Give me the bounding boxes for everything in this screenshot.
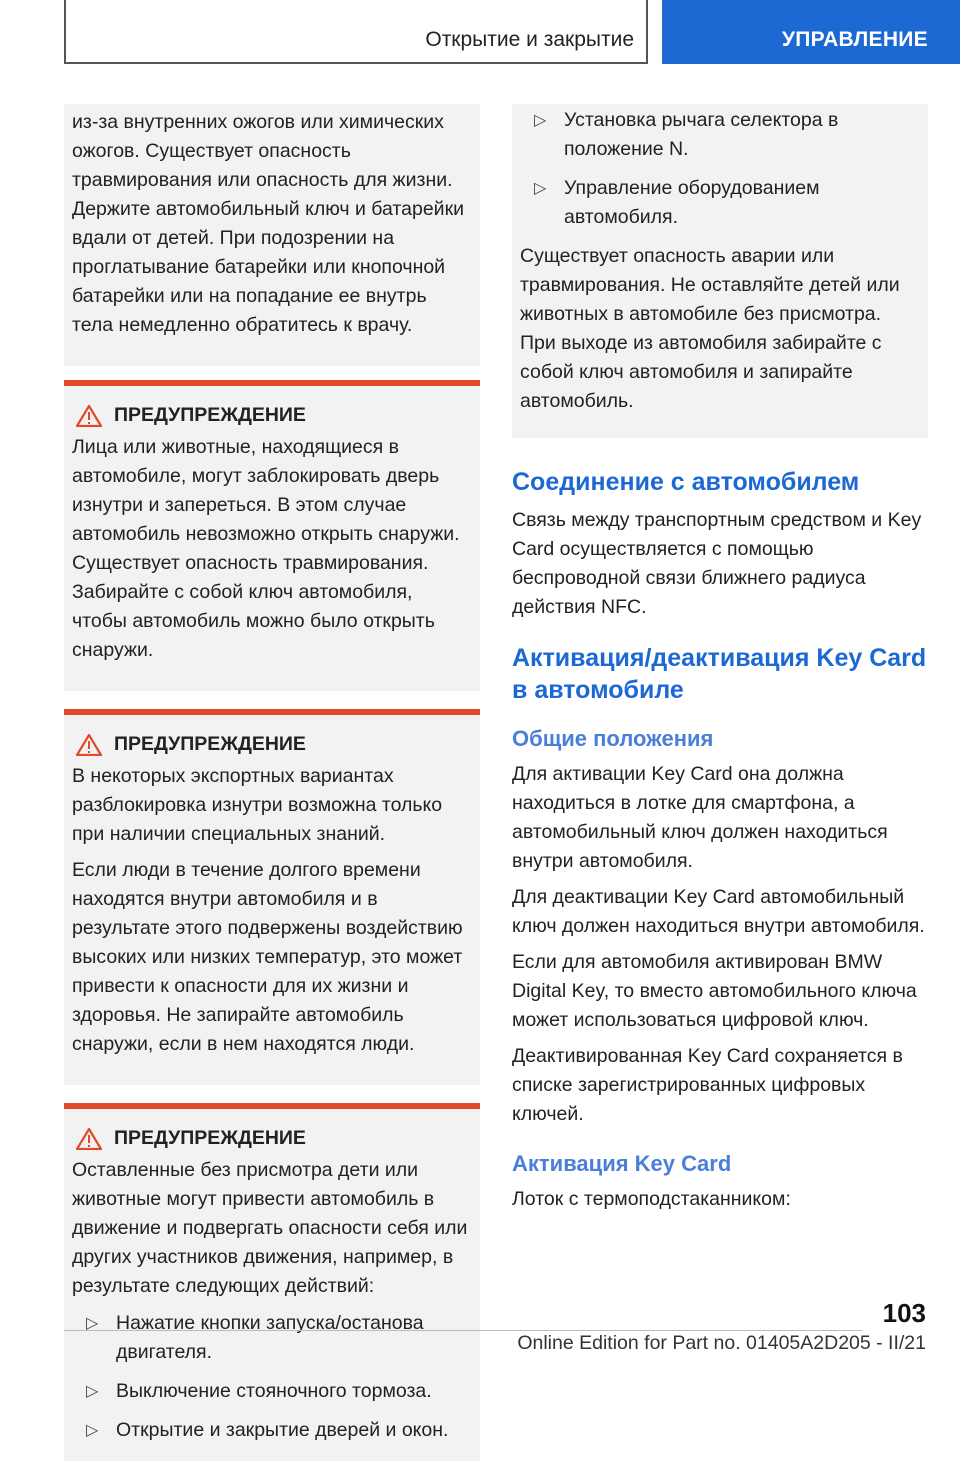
general-paragraph: Для деактивации Key Card автомобильный ключ должен находиться внутри автомобиля. <box>512 886 925 937</box>
warning-triangle-icon <box>76 734 102 756</box>
warning-text: В некоторых экспортных вариантах разблокировка изнутри возможна только при наличии специальных знаний. <box>72 765 443 845</box>
warning-triangle-icon <box>76 405 102 427</box>
footer-divider <box>64 1330 862 1331</box>
triangle-bullet-icon: ▷ <box>86 1422 99 1439</box>
warning-triangle-icon <box>76 1128 102 1150</box>
warning-title: ПРЕДУПРЕЖДЕНИЕ <box>72 404 472 427</box>
general-section <box>512 724 928 1129</box>
triangle-bullet-icon: ▷ <box>534 180 547 197</box>
header-section-title: Открытие и закрытие <box>425 28 634 51</box>
list-item: ▷ Выключение стояночного тормоза. <box>72 1377 472 1406</box>
continued-warning-box <box>512 104 928 438</box>
general-paragraph: Для активации Key Card она должна находиться в лотке для смартфона, а автомобильный ключ должен находиться внутри автомобиля. <box>512 763 888 872</box>
heading-activate: Активация Key Card <box>512 1151 732 1176</box>
right-column <box>512 104 928 1214</box>
warning-title: ПРЕДУПРЕЖДЕНИЕ <box>72 1127 472 1150</box>
warning-box-1 <box>64 380 480 691</box>
activate-section <box>512 1149 928 1214</box>
warning-box-3 <box>64 1103 480 1461</box>
action-list <box>520 106 920 232</box>
left-column <box>64 104 480 1461</box>
header-chapter-box <box>662 0 960 64</box>
list-item: ▷ Управление оборудованием автомобиля. <box>520 174 920 232</box>
header-section-box <box>64 0 648 64</box>
intro-text: из-за внутренних ожогов или химических ожогов. Существует опасность травмирования или опасность для жизни. Держите автомобильный ключ и батарейки вдали от детей. При подозрении на проглатывание батарейки или кнопочной батарейки или на попадание ее внутрь тела немедленно обратитесь к врачу. <box>72 111 464 336</box>
warning-text: Если люди в течение долгого времени находятся внутри автомобиля и в результате этого подвержены воздействию высоких или низких температур, это может привести к опасности для их жизни и здоровья. Не запирайте автомобиль снаружи, если в нем находятся люди. <box>72 859 463 1055</box>
heading-activation: Активация/деактивация Key Card в автомобиле <box>512 644 927 704</box>
triangle-bullet-icon: ▷ <box>86 1383 99 1400</box>
footer-edition: Online Edition for Part no. 01405A2D205 - II/21 <box>517 1332 926 1354</box>
triangle-bullet-icon: ▷ <box>534 112 547 129</box>
warning-text: Существует опасность аварии или травмирования. Не оставляйте детей или животных в автомобиле без присмотра. При выходе из автомобиля забирайте с собой ключ автомобиля и запирайте автомобиль. <box>520 245 900 412</box>
heading-general: Общие положения <box>512 726 714 751</box>
header-chapter-title: УПРАВЛЕНИЕ <box>781 28 928 51</box>
intro-box <box>64 104 480 366</box>
page-number: 103 <box>882 1298 926 1328</box>
general-paragraph: Если для автомобиля активирован BMW Digital Key, то вместо автомобильного ключа может использоваться цифровой ключ. <box>512 951 917 1031</box>
warning-box-2 <box>64 709 480 1085</box>
heading-connect: Соединение с автомобилем <box>512 468 860 496</box>
list-item: ▷ Нажатие кнопки запуска/останова двигателя. <box>72 1309 472 1367</box>
connect-text: Связь между транспортным средством и Key Card осуществляется с помощью беспроводной связи ближнего радиуса действия NFC. <box>512 509 922 618</box>
list-item: ▷ Установка рычага селектора в положение N. <box>520 106 920 164</box>
activate-text: Лоток с термоподстаканником: <box>512 1188 791 1210</box>
warning-text: Лица или животные, находящиеся в автомобиле, могут заблокировать дверь изнутри и запереться. В этом случае автомобиль невозможно открыть снаружи. Существует опасность травмирования. Забирайте с собой ключ автомобиля, чтобы автомобиль можно было открыть снаружи. <box>72 436 460 661</box>
activation-section <box>512 642 928 706</box>
warning-title: ПРЕДУПРЕЖДЕНИЕ <box>72 733 472 756</box>
warning-text: Оставленные без присмотра дети или животные могут привести автомобиль в движение и подвергать опасности себя или других участников движения, например, в результате следующих действий: <box>72 1159 468 1297</box>
general-paragraph: Деактивированная Key Card сохраняется в списке зарегистрированных цифровых ключей. <box>512 1045 903 1125</box>
triangle-bullet-icon: ▷ <box>86 1315 99 1332</box>
connect-section <box>512 466 928 622</box>
list-item: ▷ Открытие и закрытие дверей и окон. <box>72 1416 472 1445</box>
